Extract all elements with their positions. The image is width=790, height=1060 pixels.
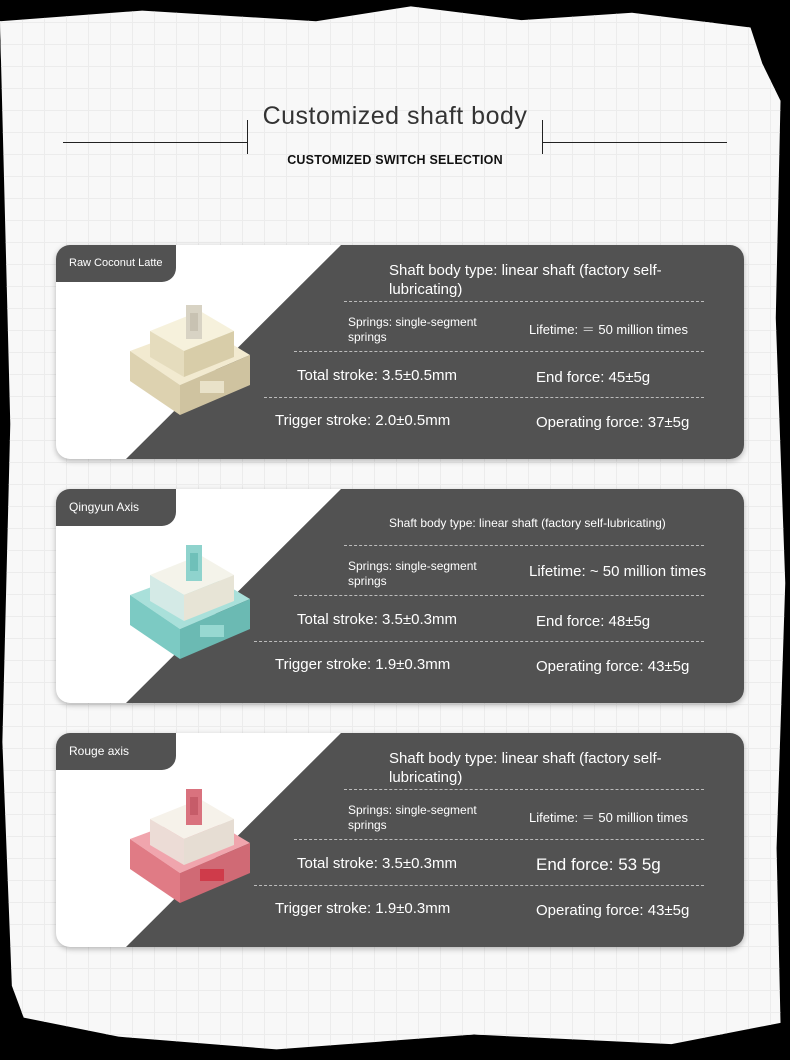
shaft-type-text: Shaft body type: linear shaft (factory self-lubricating): [389, 516, 666, 530]
divider: [294, 839, 704, 840]
divider: [344, 301, 704, 302]
operating-force-text: Operating force: 43±5g: [536, 658, 690, 675]
heading-rule-right: [542, 142, 727, 143]
divider: [254, 641, 704, 642]
end-force-text: End force: 48±5g: [536, 613, 651, 630]
shaft-type-text: Shaft body type: linear shaft (factory self-lubricating): [389, 262, 662, 298]
divider: [264, 397, 704, 398]
cream-switch-icon: [114, 285, 264, 435]
lifetime-text: Lifetime: ~ 50 million times: [529, 563, 707, 580]
switch-card-rouge-axis: [56, 733, 744, 947]
teal-switch-icon: [114, 529, 264, 679]
divider: [294, 351, 704, 352]
springs-text: Springs: single-segment springs: [348, 315, 477, 344]
switch-name-tag: Qingyun Axis: [56, 489, 176, 526]
trigger-stroke-text: Trigger stroke: 2.0±0.5mm: [275, 412, 451, 429]
divider: [294, 595, 704, 596]
total-stroke-text: Total stroke: 3.5±0.3mm: [297, 855, 457, 872]
switch-card-qingyun-axis: [56, 489, 744, 703]
divider: [344, 545, 704, 546]
trigger-stroke-text: Trigger stroke: 1.9±0.3mm: [275, 656, 451, 673]
total-stroke-text: Total stroke: 3.5±0.5mm: [297, 367, 457, 384]
end-force-text: End force: 53 5g: [536, 855, 661, 874]
operating-force-text: Operating force: 37±5g: [536, 414, 690, 431]
lifetime-text: Lifetime: ＝ 50 million times: [529, 810, 688, 825]
page-subtitle: CUSTOMIZED SWITCH SELECTION: [287, 153, 503, 167]
springs-text: Springs: single-segment springs: [348, 559, 477, 588]
springs-text: Springs: single-segment springs: [348, 803, 477, 832]
lifetime-text: Lifetime: ＝ 50 million times: [529, 322, 688, 337]
page-title: Customized shaft body: [262, 102, 528, 130]
switch-name-tag: Raw Coconut Latte: [56, 245, 176, 282]
divider: [254, 885, 704, 886]
total-stroke-text: Total stroke: 3.5±0.3mm: [297, 611, 457, 628]
switch-name-tag: Rouge axis: [56, 733, 176, 770]
divider: [344, 789, 704, 790]
switch-card-raw-coconut-latte: [56, 245, 744, 459]
pink-switch-icon: [114, 773, 264, 923]
heading-rule-left: [63, 142, 248, 143]
operating-force-text: Operating force: 43±5g: [536, 902, 690, 919]
trigger-stroke-text: Trigger stroke: 1.9±0.3mm: [275, 900, 451, 917]
section-heading: [0, 0, 790, 200]
shaft-type-text: Shaft body type: linear shaft (factory self-lubricating): [389, 750, 662, 786]
end-force-text: End force: 45±5g: [536, 369, 651, 386]
